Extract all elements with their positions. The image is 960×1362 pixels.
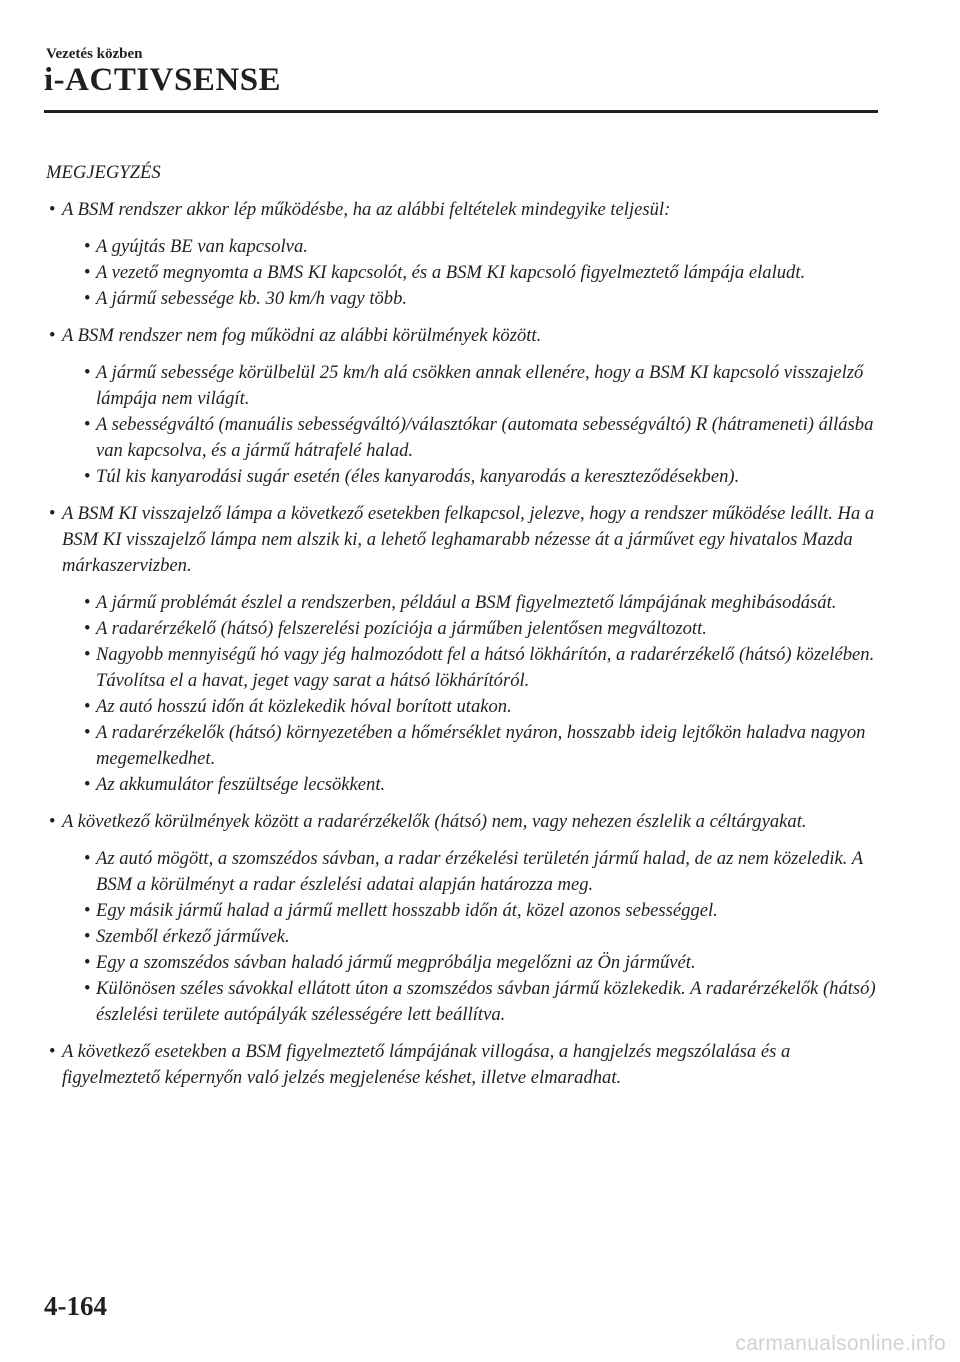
bullet-icon: •: [49, 811, 56, 832]
sub-item-text: Nagyobb mennyiségű hó vagy jég halmozódott fel a hátsó lökhárítón, a radarérzékelő (hátsó) közelében. Távolítsa el a havat, jeget vagy sarat a hátsó lökhárítóról.: [96, 644, 875, 691]
bullet-icon: •: [49, 199, 56, 220]
note-item-text: A BSM rendszer nem fog működni az alábbi körülmények között.: [62, 325, 542, 346]
bullet-icon: •: [84, 592, 91, 613]
sub-item-text: A jármű sebessége kb. 30 km/h vagy több.: [96, 288, 408, 309]
sub-item: [62, 720, 876, 772]
section-label: Vezetés közben: [46, 46, 143, 62]
bullet-icon: •: [84, 978, 91, 999]
sub-item: [62, 846, 876, 898]
note-title: MEGJEGYZÉS: [46, 162, 161, 183]
note-list: [46, 197, 876, 1091]
bullet-icon: •: [84, 696, 91, 717]
note-item: [46, 197, 876, 312]
page-number: 4-164: [44, 1291, 107, 1321]
sub-item: [62, 642, 876, 694]
note-block: [46, 160, 876, 1102]
header-divider: [44, 110, 878, 113]
bullet-icon: •: [84, 414, 91, 435]
note-item: [46, 1039, 876, 1091]
bullet-icon: •: [84, 236, 91, 257]
sub-item-text: A gyújtás BE van kapcsolva.: [96, 236, 308, 257]
sub-item: [62, 234, 876, 260]
bullet-icon: •: [49, 325, 56, 346]
sub-item-text: Szemből érkező járművek.: [96, 926, 290, 947]
note-item-text: A következő körülmények között a radarérzékelők (hátsó) nem, vagy nehezen észlelik a céltárgyakat.: [62, 811, 807, 832]
bullet-icon: •: [84, 362, 91, 383]
sub-item: [62, 412, 876, 464]
note-item: [46, 501, 876, 798]
sub-item-text: Egy a szomszédos sávban haladó jármű megpróbálja megelőzni az Ön járművét.: [96, 952, 696, 973]
sub-item-text: Egy másik jármű halad a jármű mellett hosszabb időn át, közel azonos sebességgel.: [96, 900, 718, 921]
sub-item: [62, 924, 876, 950]
sub-item: [62, 616, 876, 642]
sub-item: [62, 976, 876, 1028]
sub-list: [62, 360, 876, 490]
sub-item: [62, 360, 876, 412]
note-item: [46, 323, 876, 490]
sub-item-text: Különösen széles sávokkal ellátott úton a szomszédos sávban jármű közlekedik. A radarérzékelők (hátsó) észlelési területe autópályák szélességére lett beállítva.: [96, 978, 876, 1025]
sub-item-text: Az autó hosszú időn át közlekedik hóval borított utakon.: [96, 696, 512, 717]
bullet-icon: •: [84, 288, 91, 309]
sub-item-text: A radarérzékelők (hátsó) környezetében a hőmérséklet nyáron, hosszabb ideig lejtőkön haladva nagyon megemelkedhet.: [96, 722, 866, 769]
sub-list: [62, 846, 876, 1028]
note-item-text: A BSM rendszer akkor lép működésbe, ha az alábbi feltételek mindegyike teljesül:: [62, 199, 671, 220]
sub-item-text: Túl kis kanyarodási sugár esetén (éles kanyarodás, kanyarodás a kereszteződésekben).: [96, 466, 740, 487]
sub-item-text: A jármű sebessége körülbelül 25 km/h alá csökken annak ellenére, hogy a BSM KI kapcsoló visszajelző lámpája nem világít.: [96, 362, 864, 409]
bullet-icon: •: [49, 1041, 56, 1062]
sub-item-text: A sebességváltó (manuális sebességváltó)/választókar (automata sebességváltó) R (hátrameneti) állásba van kapcsolva, és a jármű hátrafelé halad.: [96, 414, 874, 461]
page-title: i-ACTIVSENSE: [44, 62, 282, 98]
sub-item: [62, 694, 876, 720]
sub-item-text: A radarérzékelő (hátsó) felszerelési pozíciója a járműben jelentősen megváltozott.: [96, 618, 707, 639]
bullet-icon: •: [84, 900, 91, 921]
bullet-icon: •: [84, 848, 91, 869]
sub-item-text: Az akkumulátor feszültsége lecsökkent.: [96, 774, 386, 795]
sub-list: [62, 234, 876, 312]
sub-item: [62, 260, 876, 286]
bullet-icon: •: [84, 466, 91, 487]
sub-item: [62, 898, 876, 924]
bullet-icon: •: [84, 952, 91, 973]
bullet-icon: •: [84, 644, 91, 665]
sub-item: [62, 772, 876, 798]
sub-item-text: Az autó mögött, a szomszédos sávban, a radar érzékelési területén jármű halad, de az nem közeledik. A BSM a körülményt a radar észlelési adatai alapján határozza meg.: [96, 848, 863, 895]
sub-item: [62, 950, 876, 976]
sub-list: [62, 590, 876, 798]
note-item: [46, 809, 876, 1028]
sub-item-text: A jármű problémát észlel a rendszerben, például a BSM figyelmeztető lámpájának meghibásodását.: [96, 592, 837, 613]
sub-item: [62, 464, 876, 490]
bullet-icon: •: [84, 774, 91, 795]
note-item-text: A BSM KI visszajelző lámpa a következő esetekben felkapcsol, jelezve, hogy a rendszer működése leállt. Ha a BSM KI visszajelző lámpa nem alszik ki, a lehető leghamarabb nézesse át a járművet egy hivatalos Mazda márkaszervizben.: [62, 503, 875, 576]
sub-item: [62, 590, 876, 616]
bullet-icon: •: [84, 262, 91, 283]
bullet-icon: •: [84, 926, 91, 947]
bullet-icon: •: [84, 722, 91, 743]
sub-item: [62, 286, 876, 312]
note-item-text: A következő esetekben a BSM figyelmeztető lámpájának villogása, a hangjelzés megszólalása és a figyelmeztető képernyőn való jelzés megjelenése késhet, illetve elmaradhat.: [62, 1041, 791, 1088]
sub-item-text: A vezető megnyomta a BMS KI kapcsolót, és a BSM KI kapcsoló figyelmeztető lámpája elaludt.: [96, 262, 806, 283]
bullet-icon: •: [84, 618, 91, 639]
bullet-icon: •: [49, 503, 56, 524]
watermark: carmanualsonline.info: [735, 1332, 946, 1355]
